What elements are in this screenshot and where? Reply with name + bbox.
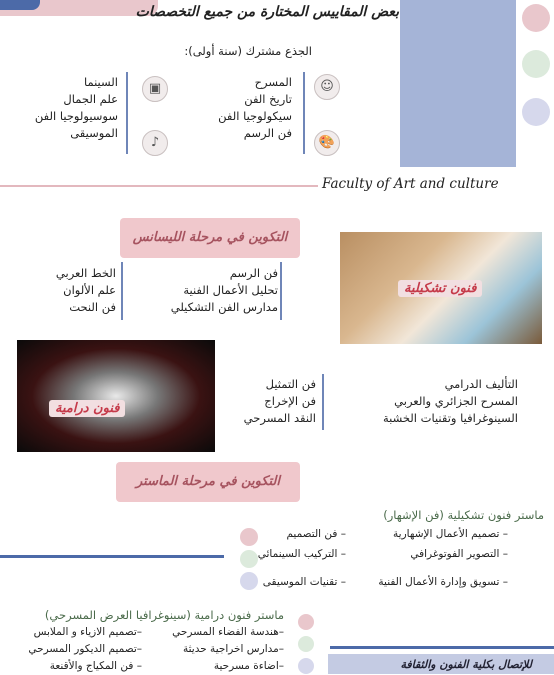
lavender-dot [240, 572, 258, 590]
list-item: المسرح الجزائري والعربي [394, 394, 518, 408]
drama-col2 [244, 376, 316, 427]
list-item: –اضاءة مسرحية [213, 660, 284, 672]
pink-dot [522, 4, 550, 32]
list-item: الخط العربي [55, 266, 116, 280]
divider-line [0, 185, 318, 187]
pink-dot [240, 528, 258, 546]
drama-stage-image [17, 340, 215, 452]
drama-col1 [383, 376, 518, 427]
list-item: – تسويق وإدارة الأعمال الفنية [378, 576, 508, 588]
list-item: علم الجمال [63, 92, 118, 106]
music-note-icon: ♪ [142, 130, 168, 156]
divider-line [330, 646, 554, 649]
master-banner: التكوين في مرحلة الماستر [116, 462, 300, 502]
list-item: فن التمثيل [265, 377, 316, 391]
list-item: مدارس الفن التشكيلي [170, 300, 278, 314]
licence-banner: التكوين في مرحلة الليسانس [120, 218, 300, 258]
pink-dot [298, 614, 314, 630]
master-visual-col1 [378, 524, 508, 592]
master-drama-col2 [28, 624, 142, 675]
list-item: تحليل الأعمال الفنية [183, 283, 278, 297]
list-item: فن الإخراج [264, 394, 316, 408]
palette-icon: 🎨 [314, 130, 340, 156]
list-item: –تصميم الازياء و الملابس [33, 626, 142, 638]
list-item: التأليف الدرامي [444, 377, 518, 391]
image-caption: فنون تشكيلية [398, 280, 482, 297]
list-item: – تصميم الأعمال الإشهارية [393, 528, 508, 540]
list-item: المسرح [254, 75, 292, 89]
list-item: سيكولوجيا الفن [218, 109, 292, 123]
footer-contact: للإتصال بكلية الفنون والثقافة [400, 658, 532, 671]
list-item: – فن التصميم [286, 528, 346, 540]
divider [280, 262, 282, 320]
list-item: السينما [83, 75, 118, 89]
master-drama-heading: ماستر فنون درامية (سينوغرافيا العرض المسرحي) [44, 608, 284, 622]
list-item: علم الألوان [63, 283, 116, 297]
divider [303, 72, 305, 154]
page-title: بعض المقاييس المختارة من جميع التخصصات [135, 4, 399, 20]
blue-side-panel [400, 0, 516, 167]
divider [322, 374, 324, 430]
plastic-arts-image [340, 232, 542, 344]
list-item: فن الرسم [229, 266, 278, 280]
licence-col2 [56, 265, 116, 316]
top-decor-blue [0, 0, 40, 10]
list-item: – فن المكياج والأقنعة [49, 660, 142, 672]
image-caption: فنون درامية [49, 400, 125, 417]
list-item: –مدارس اخراجية حديثة [183, 643, 284, 655]
green-dot [240, 550, 258, 568]
green-dot [298, 636, 314, 652]
list-item: –هندسة الفضاء المسرحي [172, 626, 284, 638]
list-item: – تقنيات الموسيقى [262, 576, 346, 588]
theater-masks-icon: ☺ [314, 74, 340, 100]
common-core-col1 [218, 74, 292, 142]
list-item: – التركيب السينمائي [257, 548, 346, 560]
faculty-title: Faculty of Art and culture [322, 176, 499, 192]
list-item: سوسيولوجيا الفن [34, 109, 118, 123]
lavender-dot [298, 658, 314, 674]
master-visual-heading: ماستر فنون تشكيلية (فن الإشهار) [383, 508, 544, 522]
list-item: –تصميم الديكور المسرحي [28, 643, 142, 655]
divider [126, 72, 128, 154]
divider-line [0, 555, 224, 558]
green-dot [522, 50, 550, 78]
master-visual-col2 [258, 524, 346, 592]
list-item: تاريخ الفن [244, 92, 292, 106]
licence-col1 [171, 265, 278, 316]
cinema-icon: ▣ [142, 76, 168, 102]
list-item: النقد المسرحي [243, 411, 316, 425]
lavender-dot [522, 98, 550, 126]
list-item: فن الرسم [243, 126, 292, 140]
list-item: – التصوير الفوتوغرافي [410, 548, 508, 560]
common-core-subtitle: الجذع مشترك (سنة أولى): [184, 44, 312, 58]
list-item: الموسيقى [70, 126, 118, 140]
list-item: فن النحت [69, 300, 116, 314]
list-item: السينوغرافيا وتقنيات الخشبة [382, 411, 518, 425]
common-core-col2 [35, 74, 118, 142]
master-drama-col1 [172, 624, 284, 675]
divider [121, 262, 123, 320]
